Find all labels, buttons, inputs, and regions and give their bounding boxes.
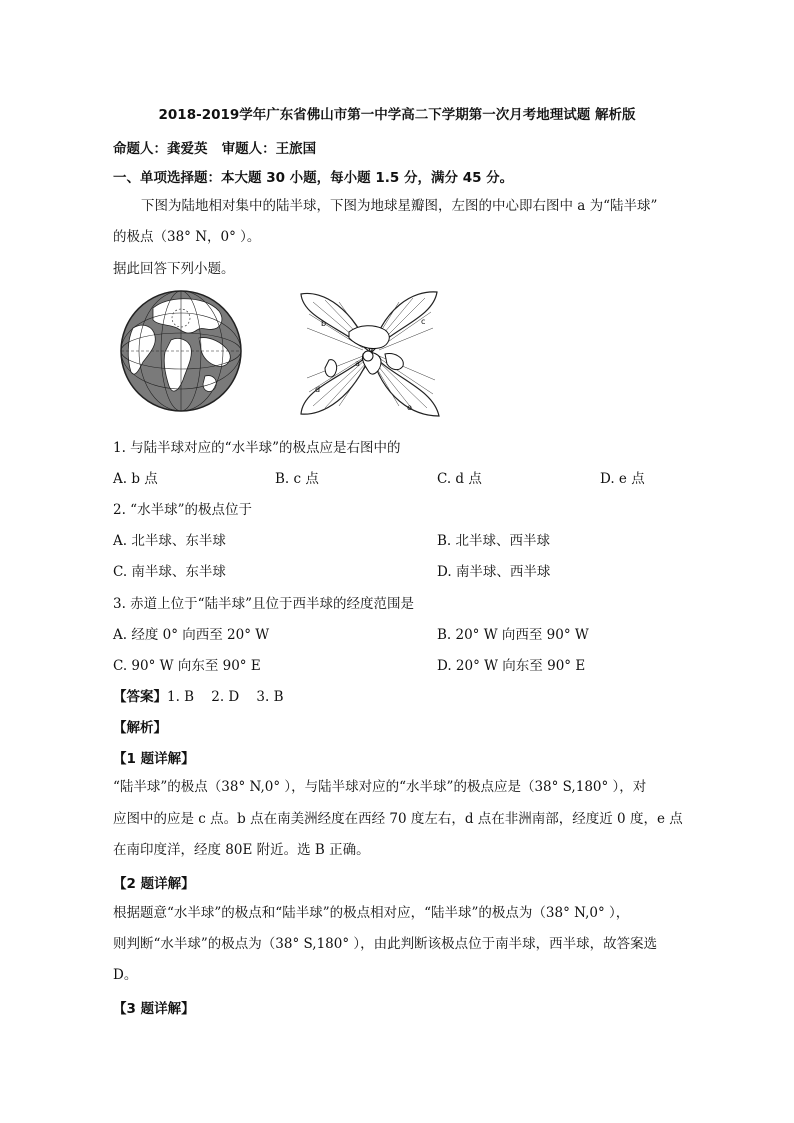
authors-line: 命题人：龚爱英 审题人：王旅国	[113, 141, 317, 157]
section-heading: 一、单项选择题：本大题 30 小题，每小题 1.5 分，满分 45 分。	[113, 170, 514, 186]
question-1-option-d: D. e 点	[600, 471, 645, 487]
q2-detail-line-3: D。	[113, 967, 138, 983]
intro-line-1: 下图为陆地相对集中的陆半球，下图为地球星瓣图，左图的中心即右图中 a 为“陆半球”	[141, 198, 658, 214]
question-1-option-b: B. c 点	[275, 471, 319, 487]
question-3-option-b: B. 20° W 向西至 90° W	[437, 627, 589, 643]
question-3-option-c: C. 90° W 向东至 90° E	[113, 658, 261, 674]
pole-point-a-marker	[363, 351, 373, 361]
map-label-a: a	[355, 359, 360, 368]
question-3-option-d: D. 20° W 向东至 90° E	[437, 658, 586, 674]
q2-detail-line-2: 则判断“水半球”的极点为（38° S,180° ），由此判断该极点位于南半球，西半球，故答案选	[113, 936, 658, 952]
answer-text: 1. B 2. D 3. B	[167, 689, 284, 705]
question-3-stem: 3. 赤道上位于“陆半球”且位于西半球的经度范围是	[113, 596, 414, 612]
question-2-option-a: A. 北半球、东半球	[113, 533, 226, 549]
answer-line	[113, 685, 284, 705]
map-label-e: e	[407, 403, 412, 412]
hemisphere-maps-figure	[113, 288, 453, 418]
q1-detail-line-3: 在南印度洋，经度 80E 附近。选 B 正确。	[113, 842, 370, 858]
analysis-label: 【解析】	[113, 720, 167, 736]
question-2-option-b: B. 北半球、西半球	[437, 533, 551, 549]
q1-detail-line-2: 应图中的应是 c 点。b 点在南美洲经度在西经 70 度左右，d 点在非洲南部，经度近 0 度，e 点	[113, 811, 683, 827]
question-1-stem: 1. 与陆半球对应的“水半球”的极点应是右图中的	[113, 440, 401, 456]
map-label-b: b	[321, 319, 327, 328]
map-label-d: d	[315, 385, 321, 394]
question-1-option-a: A. b 点	[113, 471, 158, 487]
question-3-option-a: A. 经度 0° 向西至 20° W	[113, 627, 270, 643]
question-2-stem: 2. “水半球”的极点位于	[113, 502, 252, 518]
prompt-text: 据此回答下列小题。	[113, 261, 235, 277]
map-label-c: c	[421, 317, 426, 326]
q1-detail-line-1: “陆半球”的极点（38° N,0° ），与陆半球对应的“水半球”的极点应是（38° S,180° ），对	[113, 779, 647, 795]
q2-detail-label: 【2 题详解】	[113, 876, 195, 892]
q1-detail-label: 【1 题详解】	[113, 751, 195, 767]
q2-detail-line-1: 根据题意“水半球”的极点和“陆半球”的极点相对应，“陆半球”的极点为（38° N,0° ），	[113, 905, 630, 921]
intro-line-2: 的极点（38° N，0° ）。	[113, 229, 261, 245]
question-2-option-d: D. 南半球、西半球	[437, 564, 551, 580]
question-1-option-c: C. d 点	[437, 471, 482, 487]
question-2-option-c: C. 南半球、东半球	[113, 564, 226, 580]
document-title: 2018-2019学年广东省佛山市第一中学高二下学期第一次月考地理试题 解析版	[158, 107, 636, 123]
answer-label: 【答案】	[113, 689, 167, 705]
land-hemisphere-globe	[121, 291, 241, 411]
q3-detail-label: 【3 题详解】	[113, 1001, 195, 1017]
